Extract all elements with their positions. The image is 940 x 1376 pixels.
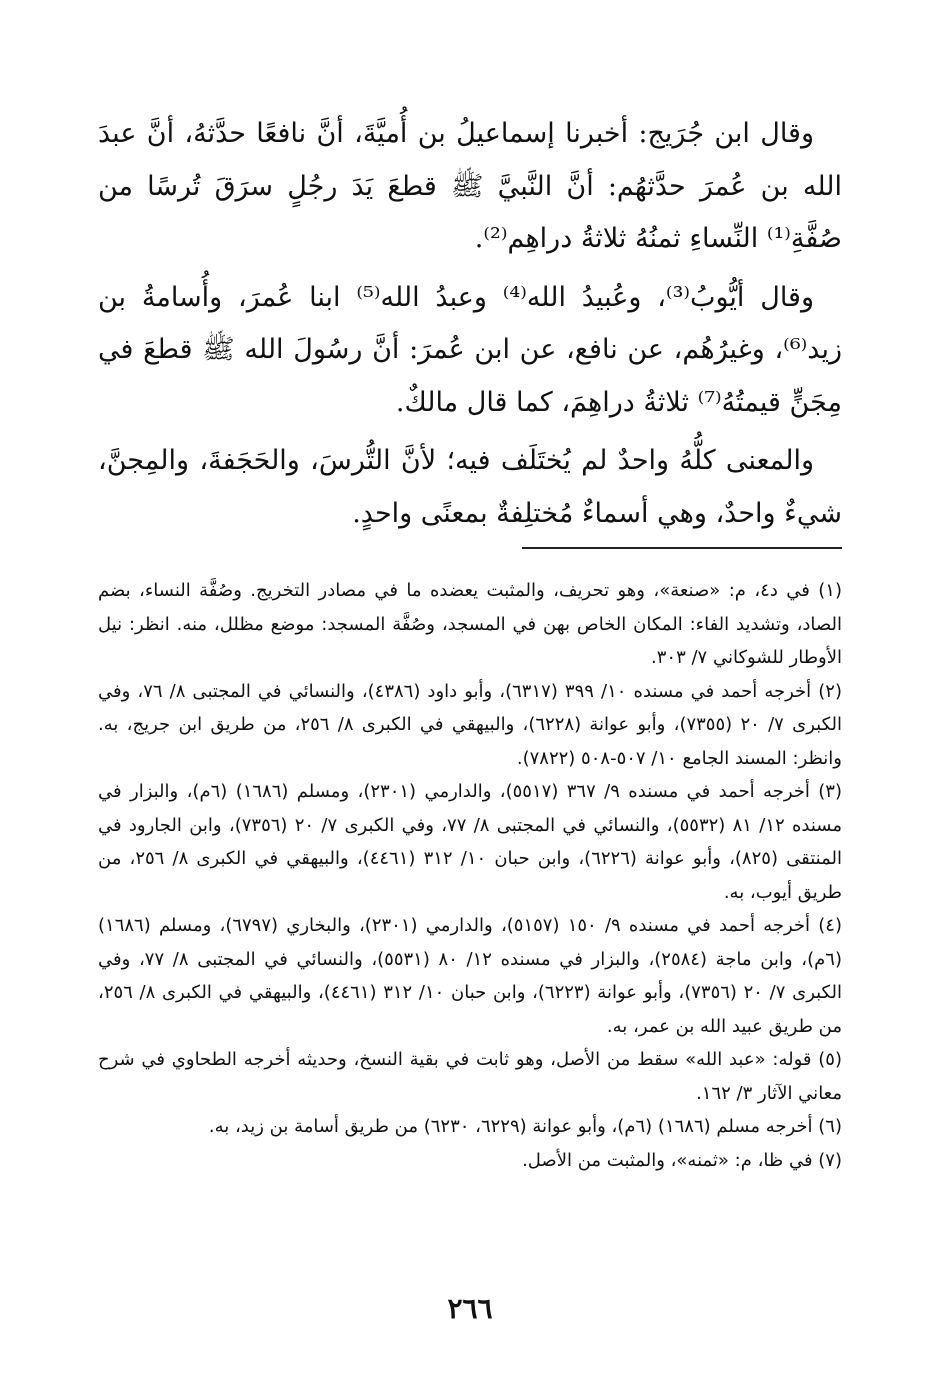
footnote-4: (٤) أخرجه أحمد في مسنده ٩/ ١٥٠ (٥١٥٧)، والدارمي (٢٣٠١)، والبخاري (٦٧٩٧)، ومسلم (١٦٨٦) (٦م)، وابن ماجة (٢٥٨٤)، والبزار في مسنده ١٢/ ٨٠ (٥٥٣١)، والنسائي في المجتبى ٨/ ٧٧، وفي الكبرى ٧/ ٢٠ (٧٣٥٦)، وأبو عوانة (٦٢٢٣)، وابن حبان ١٠/ ٣١٢ (٤٤٦١)، والبيهقي في الكبرى ٨/ ٢٥٦، من طريق عبيد الله بن عمر، به. [98, 915, 842, 1037]
footnote-1: (١) في د٤، م: «صنعة»، وهو تحريف، والمثبت يعضده ما في مصادر التخريج. وصُفَّة النساء، بضم الصاد، وتشديد الفاء: المكان الخاص بهن في المسجد، وصُفَّة المسجد: موضع مظلل، منه. انظر: نيل الأوطار للشوكاني ٧/ ٣٠٣. [98, 580, 842, 668]
footnote-divider [522, 547, 842, 549]
footnote-7: (٧) في ظا، م: «ثمنه»، والمثبت من الأصل. [522, 1149, 842, 1171]
page-number: ٢٦٦ [447, 1292, 493, 1325]
main-paragraph-2: وقال أيُّوبُ⁽³⁾، وعُبيدُ الله⁽⁴⁾ وعبدُ الله⁽⁵⁾ ابنا عُمرَ، وأُسامةُ بن زيد⁽⁶⁾، وغيرُهُم، عن نافع، عن ابن عُمرَ: أنَّ رسُولَ الله ﷺ قطعَ في مِجَنٍّ قيمتُهُ⁽⁷⁾ ثلاثةُ دراهِمَ، كما قال مالكٌ. [98, 281, 842, 418]
footnotes-section [98, 574, 842, 1177]
footnote-3: (٣) أخرجه أحمد في مسنده ٩/ ٣٦٧ (٥٥١٧)، والدارمي (٢٣٠١)، ومسلم (١٦٨٦) (٦م)، والبزار في مسنده ١٢/ ٨١ (٥٥٣٢)، والنسائي في المجتبى ٨/ ٧٧، وفي الكبرى ٧/ ٢٠ (٧٣٥٦)، وابن الجارود في المنتقى (٨٢٥)، وأبو عوانة (٦٢٢٦)، وابن حبان ١٠/ ٣١٢ (٤٤٦١)، والبيهقي في الكبرى ٨/ ٢٥٦، من طريق أيوب، به. [98, 781, 842, 903]
main-text-body [98, 108, 842, 546]
footnote-6: (٦) أخرجه مسلم (١٦٨٦) (٦م)، وأبو عوانة (٦٢٢٩، ٦٢٣٠) من طريق أسامة بن زيد، به. [208, 1116, 842, 1137]
footnote-2: (٢) أخرجه أحمد في مسنده ١٠/ ٣٩٩ (٦٣١٧)، وأبو داود (٤٣٨٦)، والنسائي في المجتبى ٨/ ٧٦، وفي الكبرى ٧/ ٢٠ (٧٣٥٥)، وأبو عوانة (٦٢٢٨)، والبيهقي في الكبرى ٨/ ٢٥٦، من طريق ابن جريج، به. وانظر: المسند الجامع ١٠/ ٥٠٧-٥٠٨ (٧٨٢٢). [98, 680, 842, 769]
footnote-5: (٥) قوله: «عبد الله» سقط من الأصل، وهو ثابت في بقية النسخ، وحديثه أخرجه الطحاوي في شرح معاني الآثار ٣/ ١٦٢. [98, 1049, 842, 1104]
main-paragraph-1: وقال ابن جُرَيج: أخبرنا إسماعيلُ بن أُميَّةَ، أنَّ نافعًا حدَّثهُ، أنَّ عبدَ الله بن عُمرَ حدَّثهُم: أنَّ النَّبيَّ ﷺ قطعَ يَدَ رجُلٍ سرَقَ تُرسًا من صُفَّةِ⁽¹⁾ النِّساءِ ثمنُهُ ثلاثةُ دراهِم⁽²⁾. [98, 118, 842, 254]
main-paragraph-3: والمعنى كلُّهُ واحدٌ لم يُختَلَف فيه؛ لأنَّ التُّرسَ، والحَجَفةَ، والمِجنَّ، شيءٌ واحدٌ، وهي أسماءٌ مُختلِفةٌ بمعنًى واحدٍ. [98, 445, 842, 529]
